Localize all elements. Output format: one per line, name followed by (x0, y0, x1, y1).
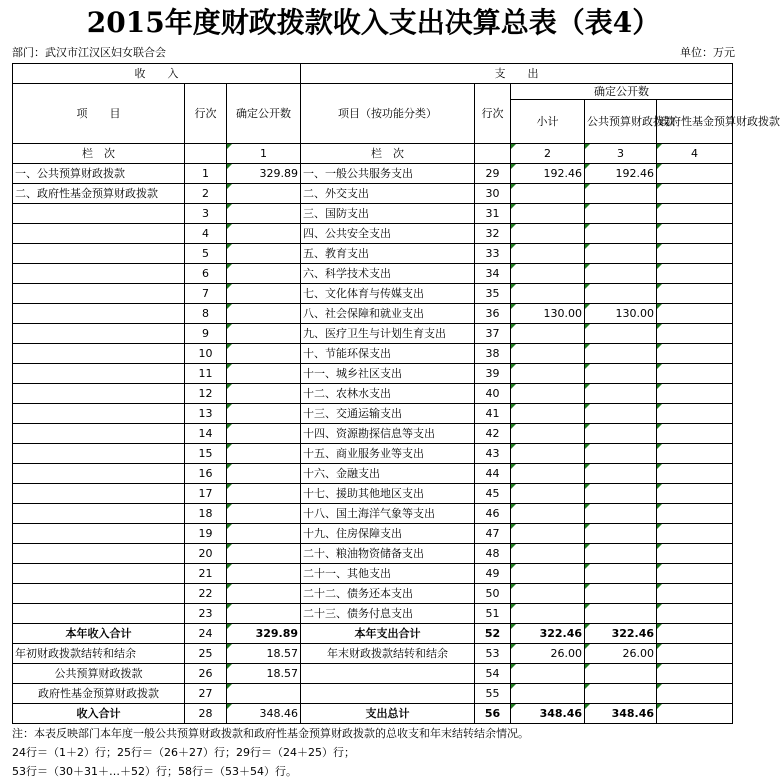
income-row-no: 18 (185, 504, 227, 524)
expense-item: 四、公共安全支出 (301, 224, 475, 244)
income-item: 一、公共预算财政拨款 (13, 164, 185, 184)
column-index-row (13, 144, 733, 164)
expense-public-budget: 192.46 (585, 164, 657, 184)
expense-item: 十九、住房保障支出 (301, 524, 475, 544)
expense-gov-fund (657, 464, 733, 484)
budget-table (12, 63, 780, 724)
income-row-no: 28 (185, 704, 227, 724)
income-amount (227, 464, 301, 484)
income-amount (227, 404, 301, 424)
expense-item: 十八、国土海洋气象等支出 (301, 504, 475, 524)
expense-row-no-header: 行次 (475, 84, 511, 144)
expense-subtotal (511, 444, 585, 464)
income-row-no: 6 (185, 264, 227, 284)
expense-subtotal (511, 484, 585, 504)
expense-total-public-budget: 322.46 (585, 624, 657, 644)
col-blank (475, 144, 511, 164)
expense-gov-fund (657, 664, 733, 684)
expense-public-budget: 130.00 (585, 304, 657, 324)
expense-subtotal (511, 564, 585, 584)
expense-row-no: 46 (475, 504, 511, 524)
expense-gov-fund (657, 404, 733, 424)
income-item (13, 564, 185, 584)
public-budget-amount: 18.57 (227, 664, 301, 684)
expense-gov-fund (657, 684, 733, 704)
expense-subtotal (511, 544, 585, 564)
expense-subtotal (511, 184, 585, 204)
expense-row-no: 41 (475, 404, 511, 424)
table-row (13, 304, 733, 324)
expense-item: 十一、城乡社区支出 (301, 364, 475, 384)
expense-item: 十六、金融支出 (301, 464, 475, 484)
income-row-no: 2 (185, 184, 227, 204)
income-row-no: 1 (185, 164, 227, 184)
income-row-no: 19 (185, 524, 227, 544)
income-amount (227, 324, 301, 344)
expense-public-budget (585, 404, 657, 424)
col-label-right: 栏 次 (301, 144, 475, 164)
expense-subtotal (511, 684, 585, 704)
income-amount (227, 424, 301, 444)
expense-item: 十、节能环保支出 (301, 344, 475, 364)
expense-subtotal: 192.46 (511, 164, 585, 184)
expense-subtotal (511, 464, 585, 484)
expense-public-budget (585, 504, 657, 524)
expense-header: 支 出 (301, 64, 733, 84)
end-balance-label: 年末财政拨款结转和结余 (301, 644, 475, 664)
expense-gov-fund (657, 504, 733, 524)
expense-item: 七、文化体育与传媒支出 (301, 284, 475, 304)
expense-row-no: 32 (475, 224, 511, 244)
approved-header: 确定公开数 (227, 84, 301, 144)
table-row (13, 584, 733, 604)
expense-subtotal (511, 504, 585, 524)
expense-gov-fund (657, 204, 733, 224)
expense-gov-fund (657, 344, 733, 364)
income-item (13, 404, 185, 424)
income-row-no: 16 (185, 464, 227, 484)
expense-public-budget (585, 684, 657, 704)
income-row-no: 4 (185, 224, 227, 244)
header-row-2 (13, 84, 733, 100)
expense-gov-fund (657, 184, 733, 204)
expense-item (301, 684, 475, 704)
expense-public-budget (585, 224, 657, 244)
income-amount (227, 284, 301, 304)
expense-subtotal (511, 584, 585, 604)
expense-item: 十七、援助其他地区支出 (301, 484, 475, 504)
page-title: 2015年度财政拨款收入支出决算总表（表4） (86, 6, 661, 39)
note-line-2: 24行＝（1＋2）行；25行＝（26＋27）行；29行＝（24＋25）行； (12, 746, 355, 759)
income-amount (227, 344, 301, 364)
income-amount (227, 564, 301, 584)
expense-gov-fund (657, 324, 733, 344)
income-amount (227, 304, 301, 324)
income-row-no: 9 (185, 324, 227, 344)
table-row (13, 164, 733, 184)
income-sum-label: 收入合计 (13, 704, 185, 724)
subtotal-header: 小计 (511, 100, 585, 144)
income-amount (227, 244, 301, 264)
expense-subtotal (511, 244, 585, 264)
expense-row-no: 55 (475, 684, 511, 704)
expense-row-no: 35 (475, 284, 511, 304)
expense-public-budget (585, 424, 657, 444)
table-row (13, 564, 733, 584)
expense-item: 二十一、其他支出 (301, 564, 475, 584)
income-row-no: 22 (185, 584, 227, 604)
income-row-no: 12 (185, 384, 227, 404)
income-item (13, 324, 185, 344)
table-row (13, 424, 733, 444)
expense-public-budget (585, 524, 657, 544)
expense-public-budget (585, 464, 657, 484)
expense-item: 十三、交通运输支出 (301, 404, 475, 424)
expense-row-no: 38 (475, 344, 511, 364)
expense-public-budget (585, 664, 657, 684)
approved-group-header: 确定公开数 (511, 84, 733, 100)
expense-item: 六、科学技术支出 (301, 264, 475, 284)
table-row (13, 364, 733, 384)
expense-gov-fund (657, 224, 733, 244)
income-item (13, 504, 185, 524)
income-row-no: 13 (185, 404, 227, 424)
col-index-4: 4 (657, 144, 733, 164)
income-amount (227, 444, 301, 464)
expense-gov-fund (657, 244, 733, 264)
expense-row-no: 43 (475, 444, 511, 464)
income-row-no: 25 (185, 644, 227, 664)
expense-gov-fund (657, 304, 733, 324)
begin-balance-amount: 18.57 (227, 644, 301, 664)
expense-public-budget (585, 284, 657, 304)
expense-row-no: 51 (475, 604, 511, 624)
department-label: 部门：武汉市江汉区妇女联合会 (12, 46, 166, 59)
expense-public-budget (585, 584, 657, 604)
table-row (13, 324, 733, 344)
income-amount (227, 584, 301, 604)
expense-public-budget (585, 364, 657, 384)
expense-item: 五、教育支出 (301, 244, 475, 264)
income-total-amount: 329.89 (227, 624, 301, 644)
end-balance-public-budget: 26.00 (585, 644, 657, 664)
expense-sum-gov-fund (657, 704, 733, 724)
expense-row-no: 56 (475, 704, 511, 724)
item-header: 项 目 (13, 84, 185, 144)
expense-row-no: 34 (475, 264, 511, 284)
income-item (13, 524, 185, 544)
table-row (13, 224, 733, 244)
income-amount (227, 224, 301, 244)
table-row (13, 384, 733, 404)
sum-row (13, 704, 733, 724)
expense-public-budget (585, 324, 657, 344)
table-row (13, 204, 733, 224)
income-amount (227, 184, 301, 204)
notes (12, 724, 529, 781)
income-item (13, 304, 185, 324)
note-line-1: 注：本表反映部门本年度一般公共预算财政拨款和政府性基金预算财政拨款的总收支和年末结转结余情况。 (12, 727, 529, 740)
expense-gov-fund (657, 264, 733, 284)
expense-item: 二十、粮油物资储备支出 (301, 544, 475, 564)
income-header: 收 入 (13, 64, 301, 84)
income-amount (227, 364, 301, 384)
income-item (13, 264, 185, 284)
income-item (13, 424, 185, 444)
expense-total-subtotal: 322.46 (511, 624, 585, 644)
expense-gov-fund (657, 364, 733, 384)
expense-row-no: 29 (475, 164, 511, 184)
income-row-no: 14 (185, 424, 227, 444)
income-sum-amount: 348.46 (227, 704, 301, 724)
income-item (13, 444, 185, 464)
income-row-no: 26 (185, 664, 227, 684)
expense-public-budget (585, 544, 657, 564)
table-row (13, 684, 733, 704)
expense-public-budget (585, 204, 657, 224)
expense-subtotal (511, 284, 585, 304)
expense-item-header: 项目（按功能分类） (301, 84, 475, 144)
table-row (13, 524, 733, 544)
table-row (13, 664, 733, 684)
income-amount (227, 524, 301, 544)
expense-public-budget (585, 484, 657, 504)
income-amount: 329.89 (227, 164, 301, 184)
public-budget-header: 公共预算财政拨款 (585, 100, 657, 144)
income-amount (227, 264, 301, 284)
expense-item: 二十三、债务付息支出 (301, 604, 475, 624)
income-row-no: 15 (185, 444, 227, 464)
table-row (13, 544, 733, 564)
expense-public-budget (585, 604, 657, 624)
income-item (13, 484, 185, 504)
expense-item: 三、国防支出 (301, 204, 475, 224)
income-row-no: 23 (185, 604, 227, 624)
income-item (13, 224, 185, 244)
gov-fund-label: 政府性基金预算财政拨款 (13, 684, 185, 704)
expense-public-budget (585, 444, 657, 464)
expense-gov-fund (657, 484, 733, 504)
total-row (13, 624, 733, 644)
expense-row-no: 44 (475, 464, 511, 484)
expense-row-no: 50 (475, 584, 511, 604)
col-blank (185, 144, 227, 164)
expense-row-no: 31 (475, 204, 511, 224)
income-row-no: 20 (185, 544, 227, 564)
expense-gov-fund (657, 604, 733, 624)
table-row (13, 244, 733, 264)
unit-label: 单位：万元 (680, 46, 735, 59)
header-row-1 (13, 64, 733, 84)
income-item (13, 204, 185, 224)
income-amount (227, 544, 301, 564)
expense-item (301, 664, 475, 684)
table-row (13, 484, 733, 504)
income-item (13, 464, 185, 484)
expense-subtotal (511, 224, 585, 244)
expense-row-no: 53 (475, 644, 511, 664)
income-row-no: 10 (185, 344, 227, 364)
income-item: 二、政府性基金预算财政拨款 (13, 184, 185, 204)
expense-item: 二、外交支出 (301, 184, 475, 204)
col-index-3: 3 (585, 144, 657, 164)
table-row (13, 184, 733, 204)
expense-total-gov-fund (657, 624, 733, 644)
expense-gov-fund (657, 424, 733, 444)
expense-row-no: 33 (475, 244, 511, 264)
income-row-no: 3 (185, 204, 227, 224)
expense-gov-fund (657, 384, 733, 404)
income-row-no: 27 (185, 684, 227, 704)
expense-subtotal (511, 384, 585, 404)
income-row-no: 7 (185, 284, 227, 304)
gov-fund-amount (227, 684, 301, 704)
income-amount (227, 384, 301, 404)
table-row (13, 404, 733, 424)
expense-public-budget (585, 384, 657, 404)
expense-row-no: 49 (475, 564, 511, 584)
income-row-no: 17 (185, 484, 227, 504)
income-amount (227, 204, 301, 224)
income-item (13, 344, 185, 364)
income-amount (227, 604, 301, 624)
table-row (13, 604, 733, 624)
public-budget-label: 公共预算财政拨款 (13, 664, 185, 684)
expense-public-budget (585, 244, 657, 264)
expense-subtotal (511, 524, 585, 544)
expense-gov-fund (657, 564, 733, 584)
expense-row-no: 36 (475, 304, 511, 324)
expense-subtotal (511, 324, 585, 344)
expense-subtotal: 130.00 (511, 304, 585, 324)
expense-row-no: 48 (475, 544, 511, 564)
expense-item: 二十二、债务还本支出 (301, 584, 475, 604)
gov-fund-header: 政府性基金预算财政拨款 (657, 100, 733, 144)
income-row-no: 21 (185, 564, 227, 584)
table-row (13, 504, 733, 524)
income-amount (227, 484, 301, 504)
income-row-no: 8 (185, 304, 227, 324)
expense-subtotal (511, 344, 585, 364)
expense-total-label: 本年支出合计 (301, 624, 475, 644)
income-item (13, 584, 185, 604)
expense-gov-fund (657, 524, 733, 544)
income-item (13, 604, 185, 624)
expense-sum-public-budget: 348.46 (585, 704, 657, 724)
income-item (13, 544, 185, 564)
expense-subtotal (511, 404, 585, 424)
expense-row-no: 45 (475, 484, 511, 504)
expense-public-budget (585, 344, 657, 364)
expense-row-no: 54 (475, 664, 511, 684)
balance-row (13, 644, 733, 664)
expense-item: 一、一般公共服务支出 (301, 164, 475, 184)
table-row (13, 344, 733, 364)
end-balance-subtotal: 26.00 (511, 644, 585, 664)
expense-gov-fund (657, 164, 733, 184)
note-line-3: 53行＝（30＋31＋…＋52）行；58行＝（53＋54）行。 (12, 765, 297, 778)
expense-public-budget (585, 264, 657, 284)
expense-row-no: 39 (475, 364, 511, 384)
expense-item: 十二、农林水支出 (301, 384, 475, 404)
table-row (13, 464, 733, 484)
expense-sum-subtotal: 348.46 (511, 704, 585, 724)
expense-item: 十五、商业服务业等支出 (301, 444, 475, 464)
income-item (13, 284, 185, 304)
begin-balance-label: 年初财政拨款结转和结余 (13, 644, 185, 664)
income-item (13, 364, 185, 384)
expense-public-budget (585, 564, 657, 584)
end-balance-gov-fund (657, 644, 733, 664)
expense-row-no: 40 (475, 384, 511, 404)
expense-subtotal (511, 604, 585, 624)
income-row-no: 11 (185, 364, 227, 384)
income-row-no: 5 (185, 244, 227, 264)
expense-row-no: 52 (475, 624, 511, 644)
expense-gov-fund (657, 444, 733, 464)
income-item (13, 244, 185, 264)
income-item (13, 384, 185, 404)
expense-gov-fund (657, 544, 733, 564)
expense-public-budget (585, 184, 657, 204)
expense-row-no: 42 (475, 424, 511, 444)
expense-item: 八、社会保障和就业支出 (301, 304, 475, 324)
income-row-no: 24 (185, 624, 227, 644)
row-no-header: 行次 (185, 84, 227, 144)
col-label-left: 栏 次 (13, 144, 185, 164)
expense-subtotal (511, 264, 585, 284)
expense-row-no: 37 (475, 324, 511, 344)
col-index-2: 2 (511, 144, 585, 164)
expense-subtotal (511, 364, 585, 384)
expense-gov-fund (657, 584, 733, 604)
table-row (13, 284, 733, 304)
expense-row-no: 47 (475, 524, 511, 544)
expense-gov-fund (657, 284, 733, 304)
expense-sum-label: 支出总计 (301, 704, 475, 724)
expense-subtotal (511, 424, 585, 444)
table-row (13, 264, 733, 284)
col-index-1: 1 (227, 144, 301, 164)
expense-subtotal (511, 664, 585, 684)
income-total-label: 本年收入合计 (13, 624, 185, 644)
expense-subtotal (511, 204, 585, 224)
income-amount (227, 504, 301, 524)
expense-item: 十四、资源勘探信息等支出 (301, 424, 475, 444)
table-row (13, 444, 733, 464)
expense-row-no: 30 (475, 184, 511, 204)
expense-item: 九、医疗卫生与计划生育支出 (301, 324, 475, 344)
